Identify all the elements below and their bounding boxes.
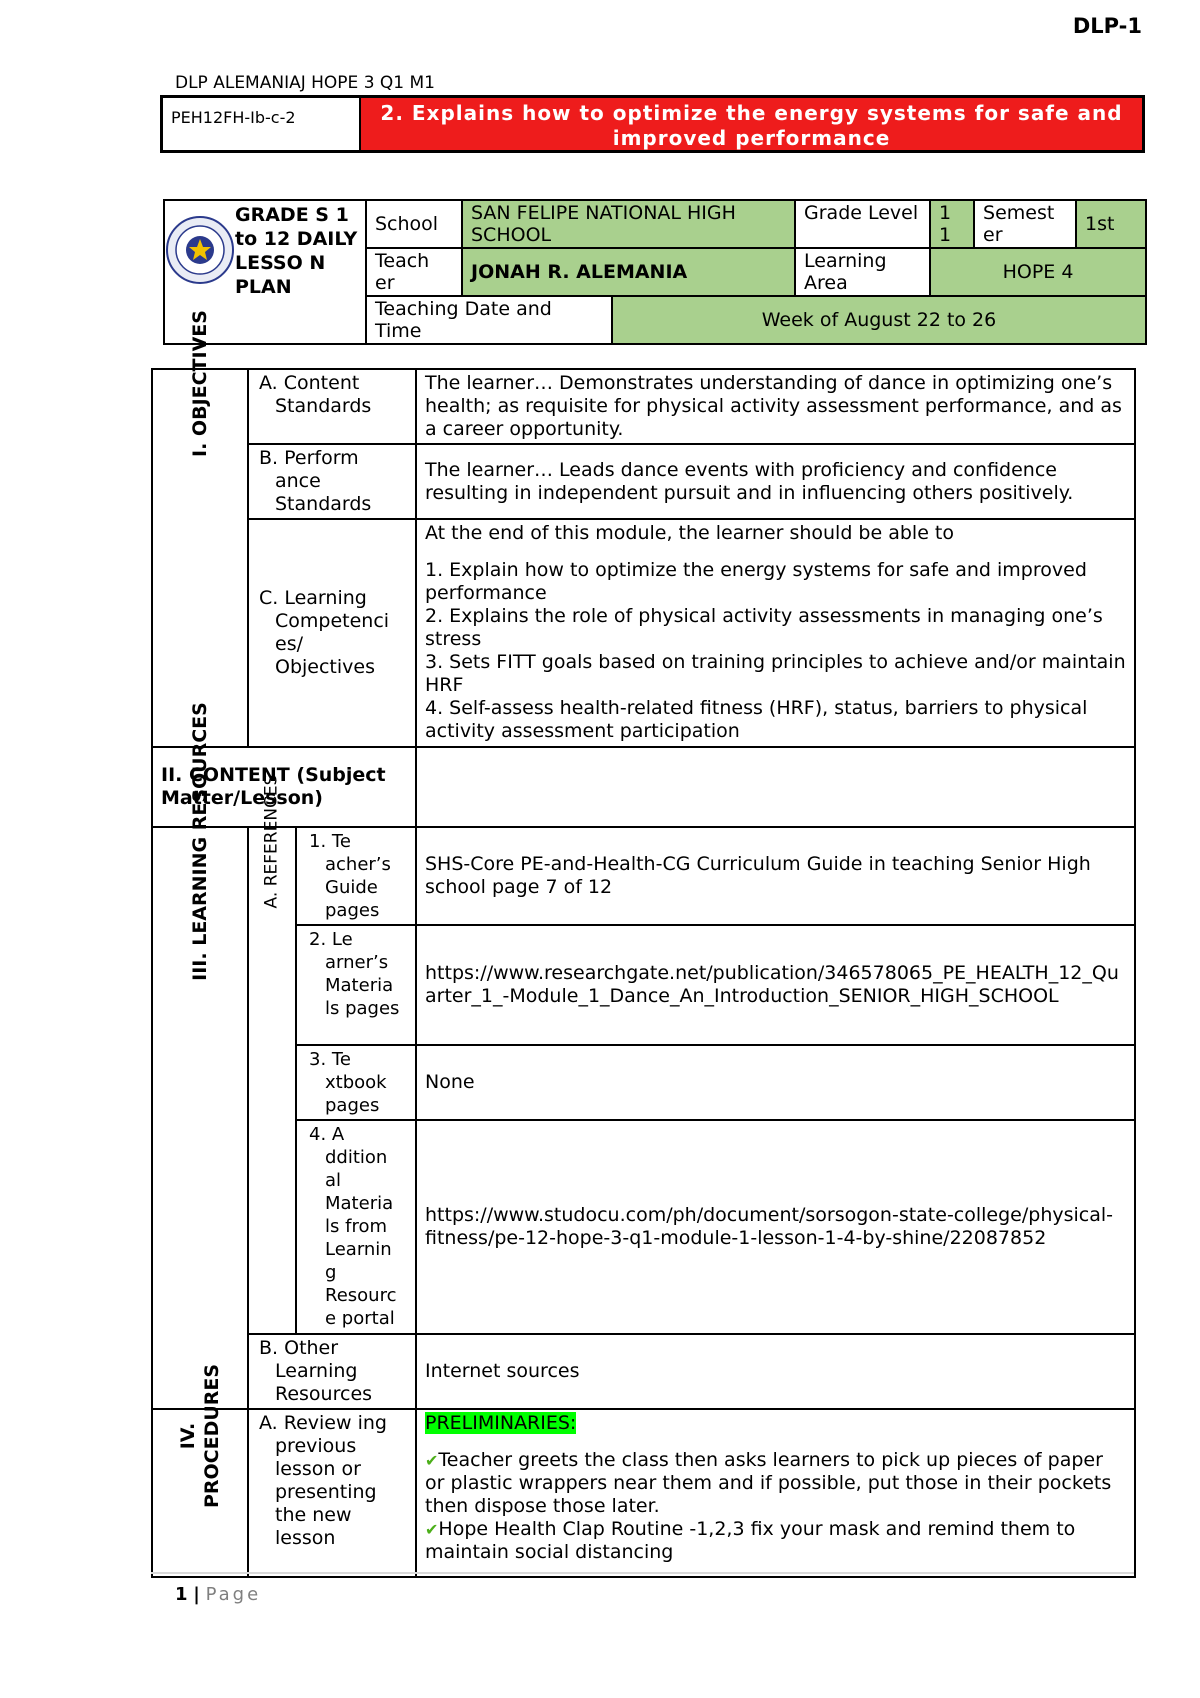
content-standards-value: The learner… Demonstrates understanding of dance in optimizing one’s health; as requisite for physical activity assessment performance, and as a career opportunity.	[416, 369, 1135, 444]
teachers-guide-label: 1. Te acher’s Guide pages	[296, 827, 416, 925]
checkmark-icon: ✔	[425, 1520, 439, 1539]
preliminaries-heading	[425, 1412, 1126, 1435]
procedure-step: ✔Hope Health Clap Routine -1,2,3 fix your mask and remind them to maintain social distancing	[425, 1518, 1076, 1563]
procedures-section-label: IV. PROCEDURES	[177, 1363, 224, 1509]
content-label: II. CONTENT (Subject Matter/Lesson)	[152, 747, 416, 827]
procedure-step: ✔Teacher greets the class then asks learners to pick up pieces of paper or plastic wrappers near them and if possible, put those in their pockets then dispose those later.	[425, 1449, 1112, 1517]
learners-materials-label: 2. Le arner’s Materia ls pages	[296, 925, 416, 1045]
document-header: DLP ALEMANIAJ HOPE 3 Q1 M1	[175, 73, 435, 93]
competency-code: PEH12FH-Ib-c-2	[163, 98, 361, 150]
teaching-date-value: Week of August 22 to 26	[612, 296, 1146, 344]
semester-label: Semest er	[974, 200, 1076, 248]
page-footer	[175, 1584, 261, 1605]
preliminaries-highlight: PRELIMINARIES:	[425, 1412, 577, 1434]
textbook-value: None	[416, 1045, 1135, 1120]
lesson-plan-header-table	[163, 199, 1147, 345]
content-standards-label: A. Content Standards	[248, 369, 416, 444]
review-lesson-value	[416, 1409, 1135, 1577]
competency-item: 3. Sets FITT goals based on training principles to achieve and/or maintain HRF	[425, 651, 1126, 696]
learners-materials-value: https://www.researchgate.net/publication/346578065_PE_HEALTH_12_Quarter_1_-Module_1_Dance_An_Introduction_SENIOR_HIGH_SCHOOL	[416, 925, 1135, 1045]
competency-item: 2. Explains the role of physical activity assessments in managing one’s stress	[425, 605, 1103, 650]
document-code: DLP-1	[1072, 14, 1142, 38]
checkmark-icon: ✔	[425, 1451, 439, 1470]
competency-item: 4. Self-assess health-related fitness (HRF), status, barriers to physical activity assessment participation	[425, 697, 1088, 742]
content-value	[416, 747, 1135, 827]
learning-area-value: HOPE 4	[930, 248, 1146, 296]
grade-level-value: 1 1	[930, 200, 974, 248]
additional-materials-label: 4. A ddition al Materia ls from Learnin g Resourc e portal	[296, 1120, 416, 1334]
procedures-section	[152, 1363, 248, 1577]
objective-bar	[160, 95, 1145, 153]
deped-seal-icon	[165, 201, 235, 299]
learning-resources-section-label: III. LEARNING RESOURCES	[188, 702, 211, 981]
teacher-value: JONAH R. ALEMANIA	[462, 248, 795, 296]
grade-level-label: Grade Level	[795, 200, 930, 248]
school-label: School	[366, 200, 462, 248]
grade-title: GRADE S 1 to 12 DAILY LESSO N PLAN	[235, 204, 358, 298]
objectives-section	[152, 310, 248, 747]
teaching-date-label: Teaching Date and Time	[366, 296, 612, 344]
other-resources-label: B. Other Learning Resources	[248, 1334, 416, 1409]
review-lesson-label: A. Review ing previous lesson or presenting the new lesson	[248, 1409, 416, 1577]
performance-standards-value: The learner… Leads dance events with proficiency and confidence resulting in independent pursuit and in influencing others positively.	[416, 444, 1135, 519]
performance-standards-label: B. Perform ance Standards	[248, 444, 416, 519]
learning-resources-section	[152, 702, 248, 1409]
learning-competencies-label: C. Learning Competenci es/ Objectives	[248, 519, 416, 747]
competencies-intro: At the end of this module, the learner should be able to	[425, 522, 955, 544]
references-section-label: A. REFERENCES	[261, 774, 282, 909]
competency-item: 1. Explain how to optimize the energy systems for safe and improved performance	[425, 559, 1087, 604]
learning-competencies-value	[416, 519, 1135, 747]
textbook-label: 3. Te xtbook pages	[296, 1045, 416, 1120]
page-number: 1	[175, 1584, 188, 1605]
semester-value: 1st	[1076, 200, 1146, 248]
footer-separator: |	[193, 1584, 200, 1605]
teacher-label: Teach er	[366, 248, 462, 296]
other-resources-value: Internet sources	[416, 1334, 1135, 1409]
school-value: SAN FELIPE NATIONAL HIGH SCHOOL	[462, 200, 795, 248]
learning-area-label: Learning Area	[795, 248, 930, 296]
objectives-section-label: I. OBJECTIVES	[188, 310, 211, 457]
teachers-guide-value: SHS-Core PE-and-Health-CG Curriculum Guide in teaching Senior High school page 7 of 12	[416, 827, 1135, 925]
references-section	[248, 774, 296, 1334]
competency-title: 2. Explains how to optimize the energy systems for safe and improved performance	[361, 98, 1142, 150]
additional-materials-value: https://www.studocu.com/ph/document/sorsogon-state-college/physical-fitness/pe-12-hope-3-q1-module-1-lesson-1-4-by-shine/22087852	[416, 1120, 1135, 1334]
page-word: Page	[205, 1584, 262, 1605]
footer-divider	[151, 1572, 1134, 1574]
